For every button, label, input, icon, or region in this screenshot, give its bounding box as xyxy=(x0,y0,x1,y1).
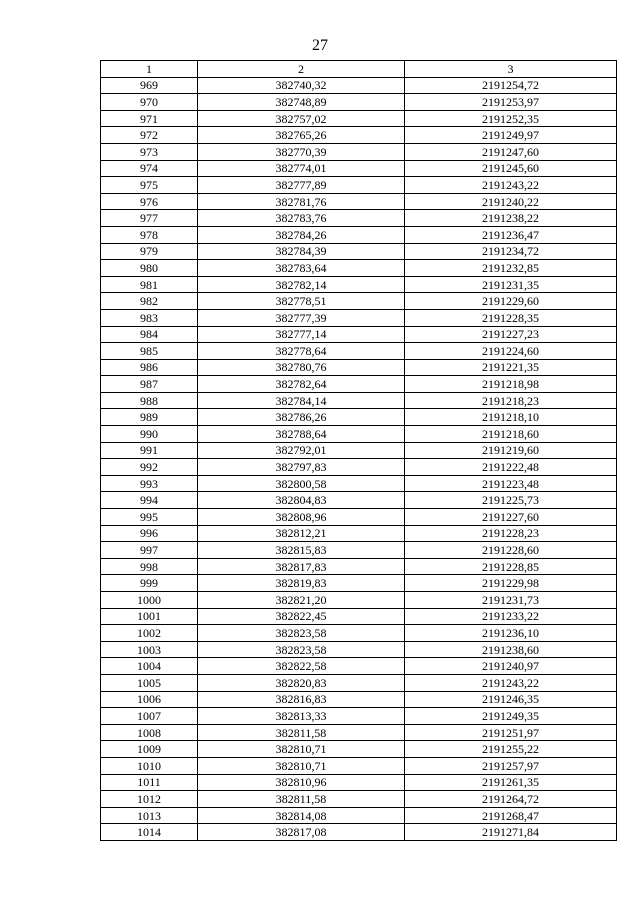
table-row xyxy=(101,475,617,492)
point-number-cell: 972 xyxy=(101,127,198,144)
x-coordinate-cell: 382782,64 xyxy=(198,376,405,393)
x-coordinate-cell: 382819,83 xyxy=(198,575,405,592)
table-row xyxy=(101,708,617,725)
point-number-cell: 969 xyxy=(101,77,198,94)
point-number-cell: 1014 xyxy=(101,824,198,841)
point-number-cell: 980 xyxy=(101,260,198,277)
x-coordinate-cell: 382784,39 xyxy=(198,243,405,260)
point-number-cell: 1008 xyxy=(101,724,198,741)
table-row xyxy=(101,359,617,376)
y-coordinate-cell: 2191236,47 xyxy=(405,226,617,243)
y-coordinate-cell: 2191233,22 xyxy=(405,608,617,625)
table-row xyxy=(101,94,617,111)
table-row xyxy=(101,625,617,642)
point-number-cell: 971 xyxy=(101,110,198,127)
table-row xyxy=(101,674,617,691)
table-row xyxy=(101,110,617,127)
point-number-cell: 1003 xyxy=(101,641,198,658)
y-coordinate-cell: 2191238,22 xyxy=(405,210,617,227)
table-row xyxy=(101,177,617,194)
table-row xyxy=(101,442,617,459)
table-row xyxy=(101,426,617,443)
x-coordinate-cell: 382783,76 xyxy=(198,210,405,227)
y-coordinate-cell: 2191240,22 xyxy=(405,193,617,210)
y-coordinate-cell: 2191223,48 xyxy=(405,475,617,492)
y-coordinate-cell: 2191231,35 xyxy=(405,276,617,293)
table-row xyxy=(101,276,617,293)
point-number-cell: 983 xyxy=(101,309,198,326)
y-coordinate-cell: 2191227,60 xyxy=(405,509,617,526)
page-number: 27 xyxy=(312,37,328,54)
y-coordinate-cell: 2191218,60 xyxy=(405,426,617,443)
point-number-cell: 989 xyxy=(101,409,198,426)
y-coordinate-cell: 2191218,98 xyxy=(405,376,617,393)
y-coordinate-cell: 2191219,60 xyxy=(405,442,617,459)
x-coordinate-cell: 382784,14 xyxy=(198,392,405,409)
y-coordinate-cell: 2191218,23 xyxy=(405,392,617,409)
x-coordinate-cell: 382821,20 xyxy=(198,592,405,609)
y-coordinate-cell: 2191264,72 xyxy=(405,791,617,808)
table-row xyxy=(101,509,617,526)
x-coordinate-cell: 382748,89 xyxy=(198,94,405,111)
point-number-cell: 976 xyxy=(101,193,198,210)
table-row xyxy=(101,542,617,559)
y-coordinate-cell: 2191246,35 xyxy=(405,691,617,708)
table-row xyxy=(101,459,617,476)
x-coordinate-cell: 382822,45 xyxy=(198,608,405,625)
table-row xyxy=(101,575,617,592)
x-coordinate-cell: 382800,58 xyxy=(198,475,405,492)
point-number-cell: 1001 xyxy=(101,608,198,625)
point-number-cell: 992 xyxy=(101,459,198,476)
y-coordinate-cell: 2191228,60 xyxy=(405,542,617,559)
table-row xyxy=(101,824,617,841)
header-row xyxy=(101,61,617,78)
table-row xyxy=(101,724,617,741)
y-coordinate-cell: 2191255,22 xyxy=(405,741,617,758)
table-row xyxy=(101,592,617,609)
table-row xyxy=(101,492,617,509)
y-coordinate-cell: 2191229,60 xyxy=(405,293,617,310)
table-row xyxy=(101,641,617,658)
y-coordinate-cell: 2191224,60 xyxy=(405,343,617,360)
table-row xyxy=(101,807,617,824)
point-number-cell: 998 xyxy=(101,558,198,575)
table-row xyxy=(101,658,617,675)
point-number-cell: 981 xyxy=(101,276,198,293)
x-coordinate-cell: 382820,83 xyxy=(198,674,405,691)
y-coordinate-cell: 2191261,35 xyxy=(405,774,617,791)
x-coordinate-cell: 382812,21 xyxy=(198,525,405,542)
y-coordinate-cell: 2191271,84 xyxy=(405,824,617,841)
y-coordinate-cell: 2191234,72 xyxy=(405,243,617,260)
table-row xyxy=(101,791,617,808)
x-coordinate-cell: 382792,01 xyxy=(198,442,405,459)
x-coordinate-cell: 382817,83 xyxy=(198,558,405,575)
x-coordinate-cell: 382780,76 xyxy=(198,359,405,376)
point-number-cell: 984 xyxy=(101,326,198,343)
point-number-cell: 996 xyxy=(101,525,198,542)
point-number-cell: 977 xyxy=(101,210,198,227)
y-coordinate-cell: 2191257,97 xyxy=(405,757,617,774)
header-cell-point-number: 1 xyxy=(101,61,198,78)
point-number-cell: 999 xyxy=(101,575,198,592)
y-coordinate-cell: 2191253,97 xyxy=(405,94,617,111)
table-row xyxy=(101,77,617,94)
header-cell-x-coordinate: 2 xyxy=(198,61,405,78)
table-row xyxy=(101,226,617,243)
y-coordinate-cell: 2191227,23 xyxy=(405,326,617,343)
y-coordinate-cell: 2191222,48 xyxy=(405,459,617,476)
y-coordinate-cell: 2191232,85 xyxy=(405,260,617,277)
table-row xyxy=(101,392,617,409)
y-coordinate-cell: 2191245,60 xyxy=(405,160,617,177)
y-coordinate-cell: 2191221,35 xyxy=(405,359,617,376)
table-row xyxy=(101,143,617,160)
header-cell-y-coordinate: 3 xyxy=(405,61,617,78)
table-row xyxy=(101,608,617,625)
x-coordinate-cell: 382817,08 xyxy=(198,824,405,841)
point-number-cell: 1012 xyxy=(101,791,198,808)
point-number-cell: 987 xyxy=(101,376,198,393)
table-row xyxy=(101,376,617,393)
x-coordinate-cell: 382810,71 xyxy=(198,757,405,774)
coordinates-table xyxy=(100,60,617,841)
x-coordinate-cell: 382823,58 xyxy=(198,641,405,658)
y-coordinate-cell: 2191249,35 xyxy=(405,708,617,725)
table-row xyxy=(101,243,617,260)
table-row xyxy=(101,309,617,326)
y-coordinate-cell: 2191251,97 xyxy=(405,724,617,741)
point-number-cell: 982 xyxy=(101,293,198,310)
point-number-cell: 990 xyxy=(101,426,198,443)
x-coordinate-cell: 382777,89 xyxy=(198,177,405,194)
point-number-cell: 1011 xyxy=(101,774,198,791)
table-row xyxy=(101,525,617,542)
point-number-cell: 1007 xyxy=(101,708,198,725)
point-number-cell: 1010 xyxy=(101,757,198,774)
table-row xyxy=(101,293,617,310)
x-coordinate-cell: 382810,96 xyxy=(198,774,405,791)
table-row xyxy=(101,741,617,758)
y-coordinate-cell: 2191247,60 xyxy=(405,143,617,160)
x-coordinate-cell: 382778,51 xyxy=(198,293,405,310)
point-number-cell: 979 xyxy=(101,243,198,260)
table-row xyxy=(101,757,617,774)
y-coordinate-cell: 2191268,47 xyxy=(405,807,617,824)
x-coordinate-cell: 382765,26 xyxy=(198,127,405,144)
x-coordinate-cell: 382786,26 xyxy=(198,409,405,426)
x-coordinate-cell: 382782,14 xyxy=(198,276,405,293)
x-coordinate-cell: 382783,64 xyxy=(198,260,405,277)
x-coordinate-cell: 382813,33 xyxy=(198,708,405,725)
table-row xyxy=(101,326,617,343)
x-coordinate-cell: 382810,71 xyxy=(198,741,405,758)
point-number-cell: 988 xyxy=(101,392,198,409)
x-coordinate-cell: 382823,58 xyxy=(198,625,405,642)
point-number-cell: 1002 xyxy=(101,625,198,642)
x-coordinate-cell: 382804,83 xyxy=(198,492,405,509)
point-number-cell: 973 xyxy=(101,143,198,160)
point-number-cell: 994 xyxy=(101,492,198,509)
x-coordinate-cell: 382770,39 xyxy=(198,143,405,160)
x-coordinate-cell: 382822,58 xyxy=(198,658,405,675)
point-number-cell: 985 xyxy=(101,343,198,360)
table-body xyxy=(101,77,617,840)
point-number-cell: 1009 xyxy=(101,741,198,758)
table-row xyxy=(101,558,617,575)
table-row xyxy=(101,210,617,227)
x-coordinate-cell: 382814,08 xyxy=(198,807,405,824)
x-coordinate-cell: 382777,39 xyxy=(198,309,405,326)
y-coordinate-cell: 2191243,22 xyxy=(405,674,617,691)
x-coordinate-cell: 382757,02 xyxy=(198,110,405,127)
table-row xyxy=(101,260,617,277)
x-coordinate-cell: 382740,32 xyxy=(198,77,405,94)
x-coordinate-cell: 382788,64 xyxy=(198,426,405,443)
x-coordinate-cell: 382781,76 xyxy=(198,193,405,210)
point-number-cell: 1013 xyxy=(101,807,198,824)
x-coordinate-cell: 382808,96 xyxy=(198,509,405,526)
point-number-cell: 978 xyxy=(101,226,198,243)
point-number-cell: 1006 xyxy=(101,691,198,708)
x-coordinate-cell: 382815,83 xyxy=(198,542,405,559)
y-coordinate-cell: 2191249,97 xyxy=(405,127,617,144)
table-row xyxy=(101,127,617,144)
x-coordinate-cell: 382777,14 xyxy=(198,326,405,343)
x-coordinate-cell: 382778,64 xyxy=(198,343,405,360)
table-row xyxy=(101,160,617,177)
point-number-cell: 991 xyxy=(101,442,198,459)
point-number-cell: 974 xyxy=(101,160,198,177)
y-coordinate-cell: 2191229,98 xyxy=(405,575,617,592)
table-row xyxy=(101,193,617,210)
y-coordinate-cell: 2191231,73 xyxy=(405,592,617,609)
y-coordinate-cell: 2191236,10 xyxy=(405,625,617,642)
point-number-cell: 970 xyxy=(101,94,198,111)
point-number-cell: 1005 xyxy=(101,674,198,691)
y-coordinate-cell: 2191238,60 xyxy=(405,641,617,658)
x-coordinate-cell: 382784,26 xyxy=(198,226,405,243)
point-number-cell: 997 xyxy=(101,542,198,559)
table-header xyxy=(101,61,617,78)
y-coordinate-cell: 2191240,97 xyxy=(405,658,617,675)
x-coordinate-cell: 382811,58 xyxy=(198,724,405,741)
point-number-cell: 993 xyxy=(101,475,198,492)
x-coordinate-cell: 382774,01 xyxy=(198,160,405,177)
table-row xyxy=(101,774,617,791)
y-coordinate-cell: 2191218,10 xyxy=(405,409,617,426)
y-coordinate-cell: 2191252,35 xyxy=(405,110,617,127)
y-coordinate-cell: 2191228,35 xyxy=(405,309,617,326)
point-number-cell: 1000 xyxy=(101,592,198,609)
point-number-cell: 1004 xyxy=(101,658,198,675)
y-coordinate-cell: 2191225,73 xyxy=(405,492,617,509)
x-coordinate-cell: 382811,58 xyxy=(198,791,405,808)
x-coordinate-cell: 382816,83 xyxy=(198,691,405,708)
y-coordinate-cell: 2191228,85 xyxy=(405,558,617,575)
y-coordinate-cell: 2191243,22 xyxy=(405,177,617,194)
point-number-cell: 995 xyxy=(101,509,198,526)
y-coordinate-cell: 2191228,23 xyxy=(405,525,617,542)
point-number-cell: 975 xyxy=(101,177,198,194)
table-row xyxy=(101,691,617,708)
table-row xyxy=(101,409,617,426)
point-number-cell: 986 xyxy=(101,359,198,376)
table-row xyxy=(101,343,617,360)
y-coordinate-cell: 2191254,72 xyxy=(405,77,617,94)
x-coordinate-cell: 382797,83 xyxy=(198,459,405,476)
